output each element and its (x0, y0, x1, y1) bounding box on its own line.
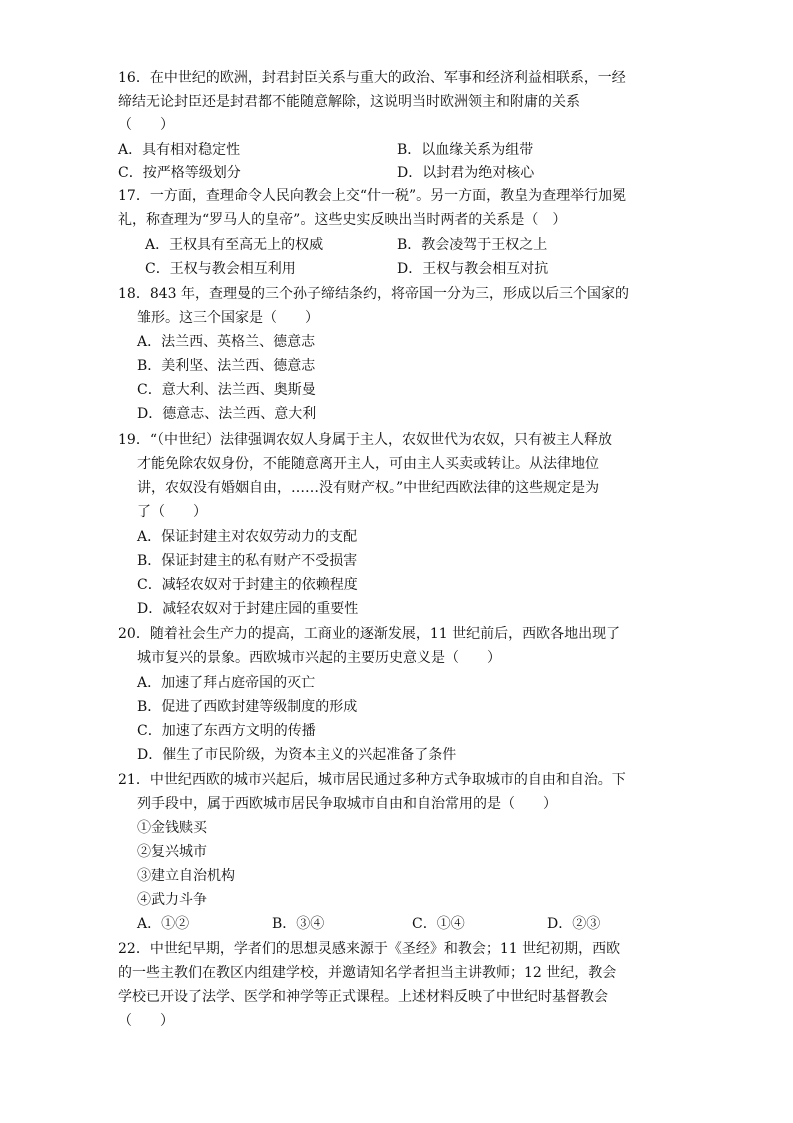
q20-line-1: 20．随着社会生产力的提高，工商业的逐渐发展，11 世纪前后，西欧各地出现了 (118, 626, 621, 642)
q19-line-1: 19．“（中世纪）法律强调农奴人身属于主人，农奴世代为农奴，只有被主人释放 (118, 432, 612, 448)
q19-line-3: 讲，农奴没有婚姻自由，……没有财产权。”中世纪西欧法律的这些规定是为 (137, 480, 600, 496)
q19-option-a: A．保证封建主对农奴劳动力的支配 (137, 529, 358, 545)
q19-option-c: C．减轻农奴对于封建主的依赖程度 (137, 577, 358, 593)
q21-item-4: ④武力斗争 (137, 892, 207, 908)
q18-line-2: 雏形。这三个国家是（ ） (137, 310, 319, 326)
q21-option-d: D．②③ (547, 916, 601, 932)
q17-option-c: C．王权与教会相互利用 (145, 261, 296, 277)
q17-option-a: A．王权具有至高无上的权威 (145, 237, 324, 253)
q20-option-b: B．促进了西欧封建等级制度的形成 (137, 699, 358, 715)
q21-item-2: ②复兴城市 (137, 844, 207, 860)
q21-line-2: 列手段中，属于西欧城市居民争取城市自由和自治常用的是（ ） (137, 796, 557, 812)
q20-option-d: D．催生了市民阶级，为资本主义的兴起准备了条件 (137, 747, 457, 763)
q20-option-a: A．加速了拜占庭帝国的灭亡 (137, 675, 316, 691)
q22-line-1: 22．中世纪早期，学者们的思想灵感来源于《圣经》和教会；11 世纪初期，西欧 (118, 941, 621, 957)
q18-line-1: 18．843 年，查理曼的三个孙子缔结条约，将帝国一分为三，形成以后三个国家的 (118, 286, 629, 302)
q17-line-1: 17．一方面，查理命令人民向教会上交“什一税”。另一方面，教皇为查理举行加冕 (118, 188, 627, 204)
q21-item-3: ③建立自治机构 (137, 868, 235, 884)
q21-option-c: C．①④ (412, 916, 465, 932)
q21-option-a: A．①② (137, 916, 190, 932)
q16-option-d: D．以封君为绝对核心 (397, 165, 535, 181)
q16-line-3: （ ） (118, 117, 174, 133)
q16-line-1: 16．在中世纪的欧洲，封君封臣关系与重大的政治、军事和经济利益相联系，一经 (118, 70, 626, 86)
q18-option-a: A．法兰西、英格兰、德意志 (137, 334, 316, 350)
q19-option-d: D．减轻农奴对于封建庄园的重要性 (137, 601, 359, 617)
q17-line-2: 礼，称查理为“罗马人的皇帝”。这些史实反映出当时两者的关系是（ ） (118, 212, 567, 228)
q21-option-b: B．③④ (272, 916, 325, 932)
q17-option-b: B．教会凌驾于王权之上 (397, 237, 548, 253)
q21-item-1: ①金钱赎买 (137, 820, 207, 836)
q21-line-1: 21．中世纪西欧的城市兴起后，城市居民通过多种方式争取城市的自由和自治。下 (118, 772, 626, 788)
q20-option-c: C．加速了东西方文明的传播 (137, 723, 316, 739)
q19-line-4: 了（ ） (137, 504, 207, 520)
q19-line-2: 才能免除农奴身份，不能随意离开主人，可由主人买卖或转让。从法律地位 (137, 456, 599, 472)
q18-option-d: D．德意志、法兰西、意大利 (137, 406, 317, 422)
q20-line-2: 城市复兴的景象。西欧城市兴起的主要历史意义是（ ） (137, 650, 501, 666)
q16-option-b: B．以血缘关系为组带 (397, 142, 534, 158)
q22-line-2: 的一些主教们在教区内组建学校，并邀请知名学者担当主讲教师；12 世纪，教会 (118, 965, 617, 981)
q22-line-3: 学校已开设了法学、医学和神学等正式课程。上述材料反映了中世纪时基督教会 (118, 989, 608, 1005)
q22-line-4: （ ） (118, 1013, 174, 1029)
q16-option-c: C．按严格等级划分 (118, 165, 241, 181)
q17-option-d: D．王权与教会相互对抗 (397, 261, 549, 277)
q16-line-2: 缔结无论封臣还是封君都不能随意解除，这说明当时欧洲领主和附庸的关系 (118, 94, 580, 110)
q18-option-c: C．意大利、法兰西、奥斯曼 (137, 382, 316, 398)
q16-option-a: A．具有相对稳定性 (118, 142, 241, 158)
q18-option-b: B．美利坚、法兰西、德意志 (137, 358, 316, 374)
q19-option-b: B．保证封建主的私有财产不受损害 (137, 553, 358, 569)
